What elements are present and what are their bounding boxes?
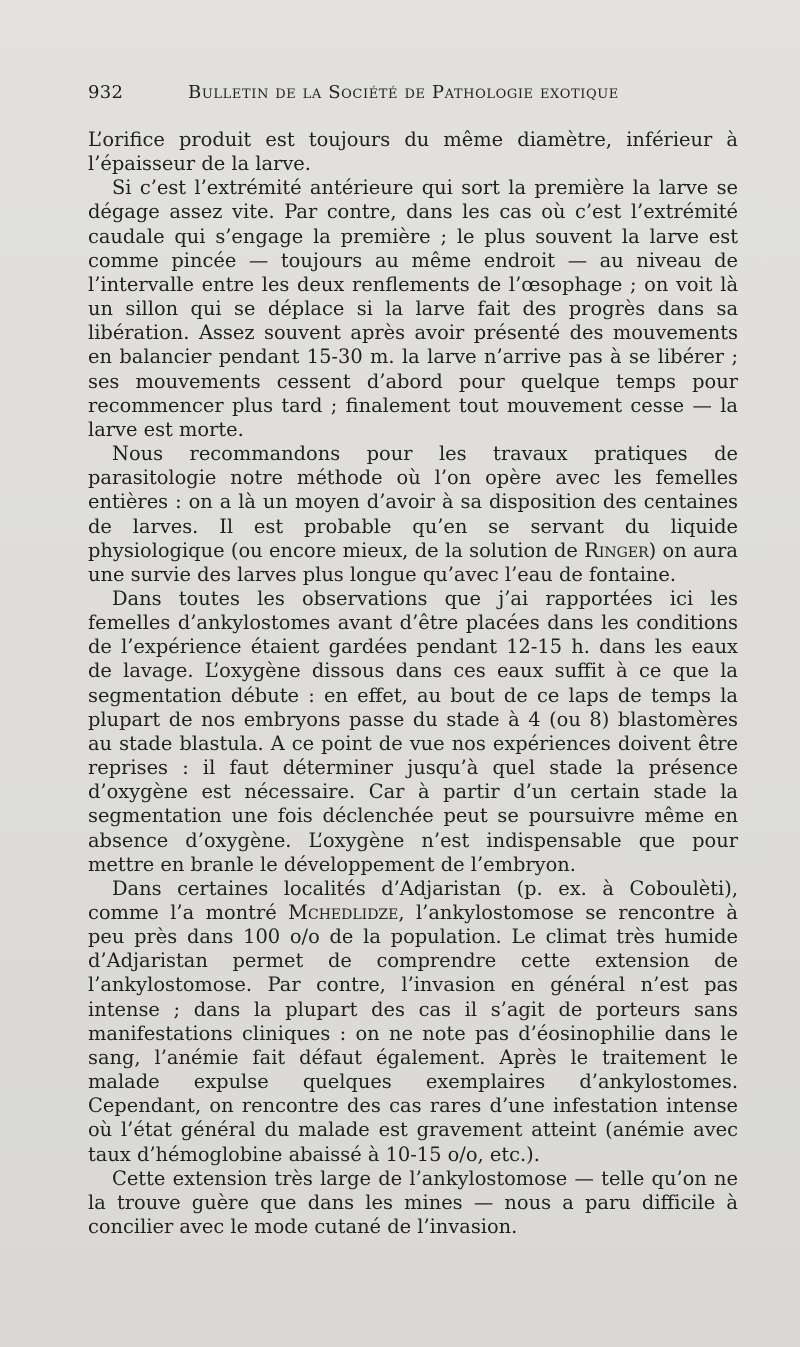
paragraph-5-text-before: Dans certaines localités d’Adjaristan (p. ex. à Coboulèti), comme l’a montré [88, 876, 738, 924]
paragraph-3-text-after: ) on aura une survie des larves plus longue qu’avec l’eau de fontaine. [88, 538, 738, 586]
paragraph-1: L’orifice produit est toujours du même diamètre, inférieur à l’épaisseur de la larve. [88, 128, 738, 176]
paragraph-6: Cette extension très large de l’ankylostomose — telle qu’on ne la trouve guère que dans les mines — nous a paru difficile à concilier avec le mode cutané de l’invasion. [88, 1166, 738, 1239]
page-header [88, 82, 738, 108]
paragraph-4: Dans toutes les observations que j’ai rapportées ici les femelles d’ankylostomes avant d’être placées dans les conditions de l’expérience étaient gardées pendant 12-15 h. dans les eaux de lavage. L’oxygène dissous dans ces eaux suffit à ce que la segmentation débute : en effet, au bout de ce laps de temps la plupart de nos embryons passe du stade à 4 (ou 8) blastomères au stade blastula. A ce point de vue nos expériences doivent être reprises : il faut déterminer jusqu’à quel stade la présence d’oxygène est nécessaire. Car à partir d’un certain stade la segmentation une fois déclenchée peut se poursuivre même en absence d’oxygène. L’oxygène n’est indispensable que pour mettre en branle le développement de l’embryon. [88, 586, 738, 876]
running-title: Bulletin de la Société de Pathologie exotique [188, 82, 619, 103]
author-name-mchedlidze: Mchedlidze [288, 901, 399, 924]
body-text [88, 128, 738, 1239]
paragraph-5 [88, 877, 738, 1167]
author-name-ringer: Ringer [584, 538, 649, 562]
paragraph-3-text-before: Nous recommandons pour les travaux pratiques de parasitologie notre méthode où l’on opère avec les femelles entières : on a là un moyen d’avoir à sa disposition des centaines de larves. Il est probable qu’en se servant du liquide physiologique (ou encore mieux, de la solution de [88, 442, 738, 562]
paragraph-3 [88, 442, 738, 587]
paragraph-2: Si c’est l’extrémité antérieure qui sort la première la larve se dégage assez vite. Par contre, dans les cas où c’est l’extrémité caudale qui s’engage la première ; le plus souvent la larve est comme pincée — toujours au même endroit — au niveau de l’intervalle entre les deux renflements de l’œsophage ; on voit là un sillon qui se déplace si la larve fait des progrès dans sa libération. Assez souvent après avoir présenté des mouvements en balancier pendant 15-30 m. la larve n’arrive pas à se libérer ; ses mouvements cessent d’abord pour quelque temps pour recommencer plus tard ; finalement tout mouvement cesse — la larve est morte. [88, 176, 738, 441]
page-number: 932 [88, 82, 124, 103]
paragraph-5-text-after: , l’ankylostomose se rencontre à peu près dans 100 o/o de la population. Le climat très humide d’Adjaristan permet de comprendre cette extension de l’ankylostomose. Par contre, l’invasion en général n’est pas intense ; dans la plupart des cas il s’agit de porteurs sans manifestations cliniques : on ne note pas d’éosinophilie dans le sang, l’anémie fait défaut également. Après le traitement le malade expulse quelques exemplaires d’ankylostomes. Cependant, on rencontre des cas rares d’une infestation intense où l’état général du malade est gravement atteint (anémie avec taux d’hémoglobine abaissé à 10-15 o/o, etc.). [88, 901, 738, 1166]
